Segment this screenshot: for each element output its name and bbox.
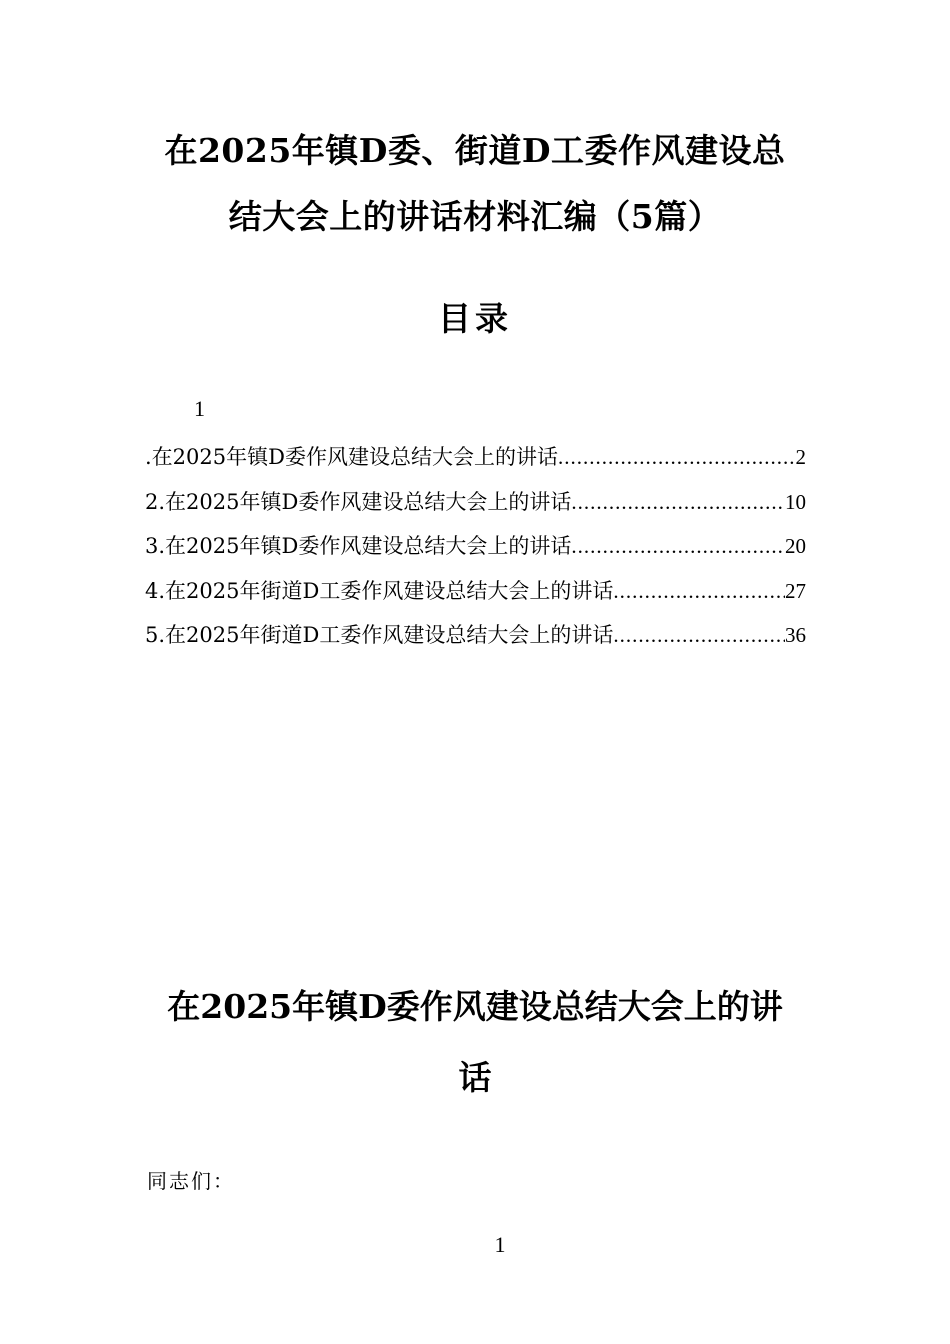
toc-entry-text: 3.在2025年镇D委作风建设总结大会上的讲话 [145, 534, 572, 558]
toc-entry-text: 4.在2025年街道D工委作风建设总结大会上的讲话 [145, 578, 614, 603]
toc-dot-leader [613, 578, 785, 604]
toc-page-number: 36 [785, 623, 806, 647]
toc-entry-1[interactable] [145, 444, 806, 489]
toc-dot-leader [558, 444, 796, 470]
document-title-line-2: 结大会上的讲话材料汇编（5篇） [228, 197, 722, 236]
toc-entry-text: 2.在2025年镇D委作风建设总结大会上的讲话 [145, 489, 572, 514]
toc-entry-text: 5.在2025年街道D工委作风建设总结大会上的讲话 [145, 623, 614, 647]
toc-entry-3[interactable] [145, 533, 806, 578]
toc-dot-leader [571, 489, 785, 515]
toc-dot-leader [571, 533, 785, 559]
document-title-line-1: 在2025年镇D委、街道D工委作风建设总 [164, 131, 786, 170]
section-title-line-1: 在2025年镇D委作风建设总结大会上的讲 [167, 987, 783, 1026]
page-number: 1 [494, 1232, 506, 1257]
toc-heading: 目录 [438, 299, 512, 338]
toc-dot-leader [613, 622, 785, 648]
table-of-contents [145, 444, 806, 667]
toc-item-number: 1 [194, 396, 205, 421]
toc-page-number: 10 [785, 489, 806, 514]
section-title-line-2: 话 [458, 1058, 492, 1097]
salutation: 同志们： [147, 1169, 235, 1193]
toc-entry-text: .在2025年镇D委作风建设总结大会上的讲话 [145, 445, 558, 469]
toc-entry-2[interactable] [145, 489, 806, 534]
toc-entry-5[interactable] [145, 622, 806, 667]
toc-entry-4[interactable] [145, 578, 806, 623]
toc-page-number: 20 [785, 534, 806, 558]
toc-page-number: 27 [785, 578, 806, 603]
toc-page-number: 2 [795, 445, 806, 469]
